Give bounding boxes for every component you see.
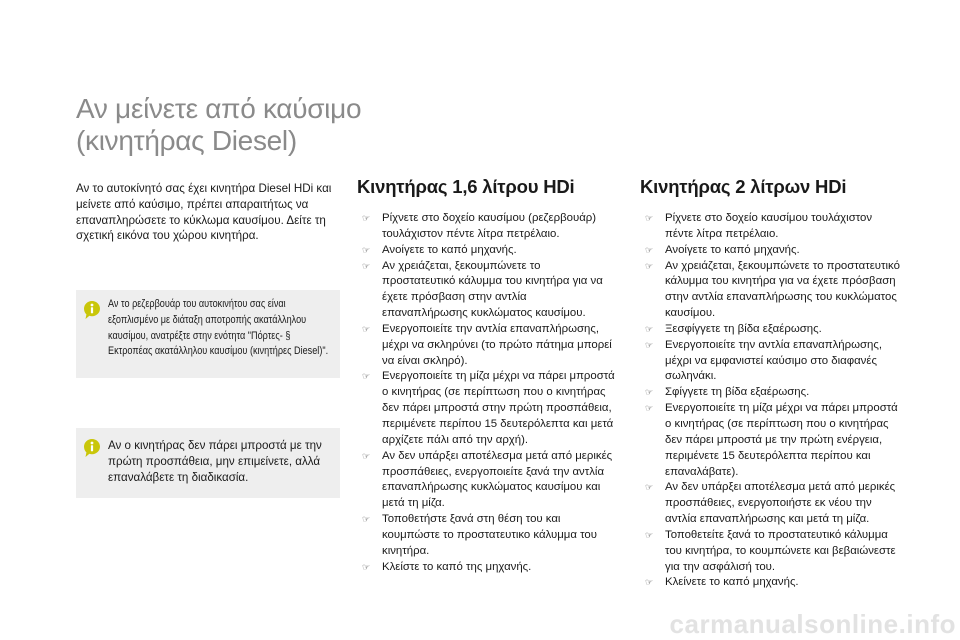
list-item: ☞ Κλείνετε το καπό μηχανής. [640,575,902,591]
list-item: ☞ Ρίχνετε στο δοχείο καυσίμου (ρεζερβουάρ) τουλάχιστον πέντε λίτρα πετρέλαιο. [362,212,597,240]
arrow-icon: ☞ [362,323,371,334]
watermark: carmanualsonline.info [669,609,956,639]
arrow-icon: ☞ [362,561,371,572]
page-title-line1: Αν μείνετε από καύσιμο [76,93,362,124]
step-list [640,211,902,591]
info-note-retry [76,428,340,498]
arrow-icon: ☞ [362,244,371,255]
arrow-icon: ☞ [645,339,654,350]
info-icon [83,438,101,458]
section-heading: Κινητήρας 1,6 λίτρου HDi [357,176,575,197]
list-item: ☞ Ενεργοποιείτε την αντλία επαναπλήρωσης, μέχρι να σκληρύνει (το πρώτο πάτημα μπορεί να είναι σκληρό). [362,322,612,367]
arrow-icon: ☞ [362,514,371,525]
list-item: ☞ Ενεργοποιείτε την αντλία επαναπλήρωσης, μέχρι να εμφανιστεί καύσιμο στο διαφανές σωληνάκι. [645,338,883,383]
list-item: ☞ Αν χρειάζεται, ξεκουμπώνετε το προστατευτικό κάλυμμα του κινητήρα για να έχετε πρόσβαση στην αντλία επαναπλήρωσης κυκλώματος καυσίμου. [362,259,603,320]
list-item: ☞ Ενεργοποιείτε τη μίζα μέχρι να πάρει μπροστά ο κινητήρας (σε περίπτωση που ο κινητήρας δεν πάρει μπροστά με την πρώτη ενέργεια, περιμένετε 15 δευτερόλεπτα περίπου και επαναλάβατε). [645,402,898,478]
arrow-icon: ☞ [645,529,654,540]
arrow-icon: ☞ [362,450,371,461]
info-note-text: Αν το ρεζερβουάρ του αυτοκινήτου σας είναι εξοπλισμένο με διάταξη αποτροπής ακατάλληλου καυσίμου, ανατρέξτε στην ενότητα "Πόρτες- § Εκτροπέας ακατάλληλου καυσίμου (κινητήρες Diesel)". [108,298,329,358]
info-note-fuel-misfuel [76,290,340,378]
section-heading: Κινητήρας 2 λίτρων HDi [640,176,847,197]
list-item: ☞ Ενεργοποιείτε τη μίζα μέχρι να πάρει μπροστά ο κινητήρας (σε περίπτωση που ο κινητήρας δεν πάρει μπροστά στην πρώτη προσπάθεια, περιμένετε περίπου 15 δευτερόλεπτα και μετά αρχίζετε πάλι από την αρχή). [362,370,615,446]
arrow-icon: ☞ [645,323,654,334]
list-item: ☞ Ξεσφίγγετε τη βίδα εξαέρωσης. [640,322,902,338]
info-icon [83,300,101,320]
arrow-icon: ☞ [645,403,654,414]
list-item: ☞ Κλείστε το καπό της μηχανής. [357,560,615,576]
arrow-icon: ☞ [645,577,654,588]
section-engine-1-6 [357,175,615,575]
list-item: ☞ Αν δεν υπάρξει αποτέλεσμα μετά από μερικές προσπάθειες, ενεργοποιήστε εκ νέου την αντλία επαναπλήρωσης και μετά τη μίζα. [645,481,896,526]
page-title-line2: (κινητήρας Diesel) [76,125,297,156]
arrow-icon: ☞ [645,244,654,255]
intro-paragraph: Αν το αυτοκίνητό σας έχει κινητήρα Diesel HDi και μείνετε από καύσιμο, πρέπει απαραιτήτως να επαναπληρώσετε το κύκλωμα καυσίμου. Δείτε τη σχετική εικόνα του χώρου κινητήρα. [76,182,332,243]
arrow-icon: ☞ [645,387,654,398]
list-item: ☞ Ανοίγετε το καπό μηχανής. [640,243,902,259]
arrow-icon: ☞ [645,482,654,493]
info-note-text: Αν ο κινητήρας δεν πάρει μπροστά με την πρώτη προσπάθεια, μην επιμείνετε, αλλά επαναλάβετε τη διαδικασία. [108,439,322,484]
step-list [357,211,615,575]
page-title [76,93,361,157]
list-item: ☞ Σφίγγετε τη βίδα εξαέρωσης. [640,385,902,401]
list-item: ☞ Ανοίγετε το καπό μηχανής. [357,243,615,259]
arrow-icon: ☞ [645,213,654,223]
arrow-icon: ☞ [645,260,654,271]
list-item: ☞ Τοποθετείτε ξανά το προστατευτικό κάλυμμα του κινητήρα, το κουμπώνετε και βεβαιώνεστε για την ασφάλισή του. [645,528,896,573]
section-engine-2-0 [640,175,902,591]
arrow-icon: ☞ [362,213,371,223]
list-item: ☞ Ρίχνετε στο δοχείο καυσίμου τουλάχιστον πέντε λίτρα πετρέλαιο. [645,212,873,240]
arrow-icon: ☞ [362,371,371,382]
list-item: ☞ Τοποθετήστε ξανά στη θέση του και κουμπώστε το προστατευτικο κάλυμμα του κινητήρα. [362,513,597,557]
list-item: ☞ Αν χρειάζεται, ξεκουμπώνετε το προστατευτικό κάλυμμα του κινητήρα για να έχετε πρόσβαση στην αντλία επαναπλήρωσης του κυκλώματος καυσίμου. [645,259,900,320]
arrow-icon: ☞ [362,260,371,271]
list-item: ☞ Αν δεν υπάρξει αποτέλεσμα μετά από μερικές προσπάθειες, ενεργοποιείτε ξανά την αντλία επαναπλήρωσης κυκλώματος καυσίμου και μετά τη μίζα. [362,449,613,510]
